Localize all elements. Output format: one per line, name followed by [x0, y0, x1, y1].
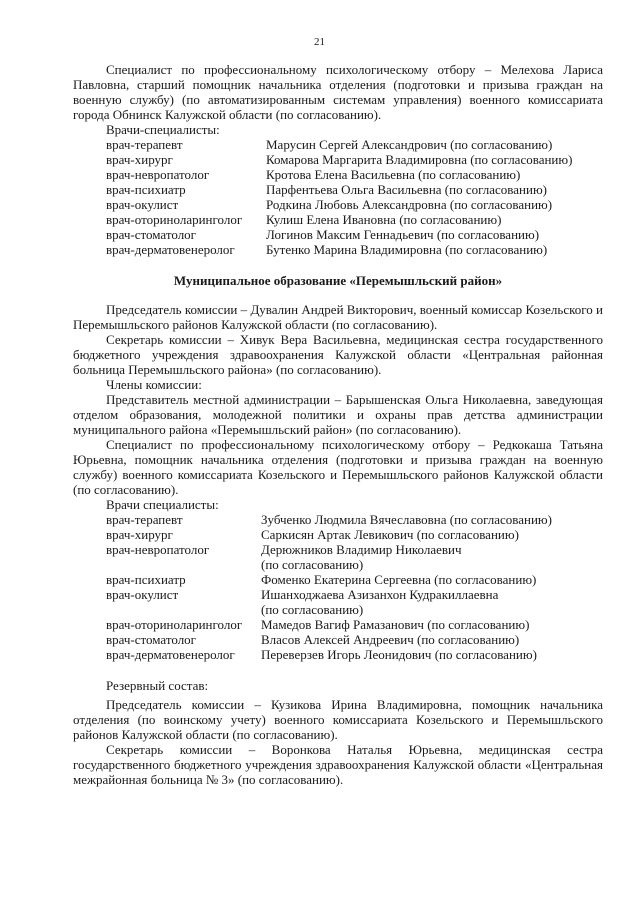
doctors-list-obninsk	[106, 137, 603, 257]
doctor-row	[106, 227, 603, 242]
doctor-name: Логинов Максим Геннадьевич (по согласованию)	[266, 227, 540, 242]
doctor-name: Фоменко Екатерина Сергеевна (по согласованию)	[261, 572, 537, 587]
doctor-row	[106, 197, 603, 212]
doctor-name: Кротова Елена Васильевна (по согласованию)	[266, 167, 521, 182]
doctor-row-continued	[106, 557, 603, 572]
doctor-name-continued: (по согласованию)	[261, 602, 364, 617]
paragraph-psych-specialist: Специалист по профессиональному психологическому отбору – Редкокаша Татьяна Юрьевна, помощник начальника отделения (подготовки и призыва граждан на военную службу) военного комиссариата Козельского и Перемышльского районов Калужской области (по согласованию).	[73, 437, 603, 497]
doctor-role: врач-психиатр	[106, 182, 186, 197]
doctor-row	[106, 527, 603, 542]
doctor-name: Саркисян Артак Левикович (по согласованию)	[261, 527, 519, 542]
doctor-role: врач-терапевт	[106, 512, 183, 527]
members-heading: Члены комиссии:	[106, 377, 202, 392]
doctor-name: Зубченко Людмила Вячеславовна (по согласованию)	[261, 512, 552, 527]
doctors-heading-2: Врачи специалисты:	[106, 497, 219, 512]
paragraph-secretary: Секретарь комиссии – Хивук Вера Васильевна, медицинская сестра государственного бюджетного учреждения здравоохранения Калужской области «Центральная районная больница Перемышльского района» (по согласованию).	[73, 332, 603, 377]
paragraph-reserve-chairman: Председатель комиссии – Кузикова Ирина Владимировна, помощник начальника отделения (по воинскому учету) военного комиссариата Козельского и Перемышльского районов Калужской области (по согласованию).	[73, 697, 603, 742]
doctor-row-continued	[106, 602, 603, 617]
reserve-heading: Резервный состав:	[106, 678, 209, 693]
doctor-row	[106, 542, 603, 557]
doctor-role: врач-оториноларинголог	[106, 617, 243, 632]
doctor-row	[106, 182, 603, 197]
doctor-role: врач-хирург	[106, 152, 173, 167]
paragraph-reserve-secretary: Секретарь комиссии – Воронкова Наталья Юрьевна, медицинская сестра государственного бюджетного учреждения здравоохранения Калужской области «Центральная межрайонная больница № 3» (по согласованию).	[73, 742, 603, 787]
doctor-name: Власов Алексей Андреевич (по согласованию)	[261, 632, 520, 647]
doctor-role: врач-дерматовенеролог	[106, 647, 235, 662]
doctor-row	[106, 242, 603, 257]
doctor-row	[106, 647, 603, 662]
paragraph-psych-specialist-obninsk: Специалист по профессиональному психологическому отбору – Мелехова Лариса Павловна, старший помощник начальника отделения (подготовки и призыва граждан на военную службу) (по автоматизированным системам управления) военного комиссариата города Обнинск Калужской области (по согласованию).	[73, 62, 603, 122]
doctor-name-continued: (по согласованию)	[261, 557, 364, 572]
section-heading: Муниципальное образование «Перемышльский район»	[173, 273, 503, 288]
doctor-name: Кулиш Елена Ивановна (по согласованию)	[266, 212, 502, 227]
doctor-role: врач-стоматолог	[106, 227, 197, 242]
doctor-role: врач-стоматолог	[106, 632, 197, 647]
doctor-role: врач-терапевт	[106, 137, 183, 152]
doctors-heading: Врачи-специалисты:	[106, 122, 220, 137]
doctor-row	[106, 137, 603, 152]
paragraph-admin-representative: Представитель местной администрации – Барышенская Ольга Николаевна, заведующая отделом образования, молодежной политики и охраны прав детства администрации муниципального района «Перемышльский район» (по согласованию).	[73, 392, 603, 437]
doctor-role: врач-оториноларинголог	[106, 212, 243, 227]
doctor-row	[106, 632, 603, 647]
doctor-name: Переверзев Игорь Леонидович (по согласованию)	[261, 647, 537, 662]
doctor-row	[106, 617, 603, 632]
doctor-name: Родкина Любовь Александровна (по согласованию)	[266, 197, 553, 212]
doctor-row	[106, 212, 603, 227]
doctor-role: врач-дерматовенеролог	[106, 242, 235, 257]
doctor-role: врач-невропатолог	[106, 167, 210, 182]
doctor-name: Комарова Маргарита Владимировна (по согласованию)	[266, 152, 573, 167]
doctor-row	[106, 512, 603, 527]
doctor-row	[106, 572, 603, 587]
doctor-role: врач-окулист	[106, 197, 179, 212]
doctor-role: врач-окулист	[106, 587, 179, 602]
doctors-list-peremyshl	[106, 512, 603, 662]
doctor-role: врач-невропатолог	[106, 542, 210, 557]
document-body	[73, 62, 603, 787]
page-number: 21	[314, 36, 325, 48]
doctor-row	[106, 587, 603, 602]
doctor-name: Парфентьева Ольга Васильевна (по согласованию)	[266, 182, 547, 197]
doctor-row	[106, 152, 603, 167]
doctor-name: Ишанходжаева Азизанхон Кудракиллаевна	[261, 587, 499, 602]
doctor-row	[106, 167, 603, 182]
doctor-role: врач-хирург	[106, 527, 173, 542]
doctor-name: Дерюжников Владимир Николаевич	[261, 542, 462, 557]
paragraph-chairman: Председатель комиссии – Дувалин Андрей Викторович, военный комиссар Козельского и Перемышльского районов Калужской области (по согласованию).	[73, 302, 603, 332]
doctor-name: Бутенко Марина Владимировна (по согласованию)	[266, 242, 548, 257]
doctor-name: Мамедов Вагиф Рамазанович (по согласованию)	[261, 617, 530, 632]
doctor-role: врач-психиатр	[106, 572, 186, 587]
doctor-name: Марусин Сергей Александрович (по согласованию)	[266, 137, 553, 152]
